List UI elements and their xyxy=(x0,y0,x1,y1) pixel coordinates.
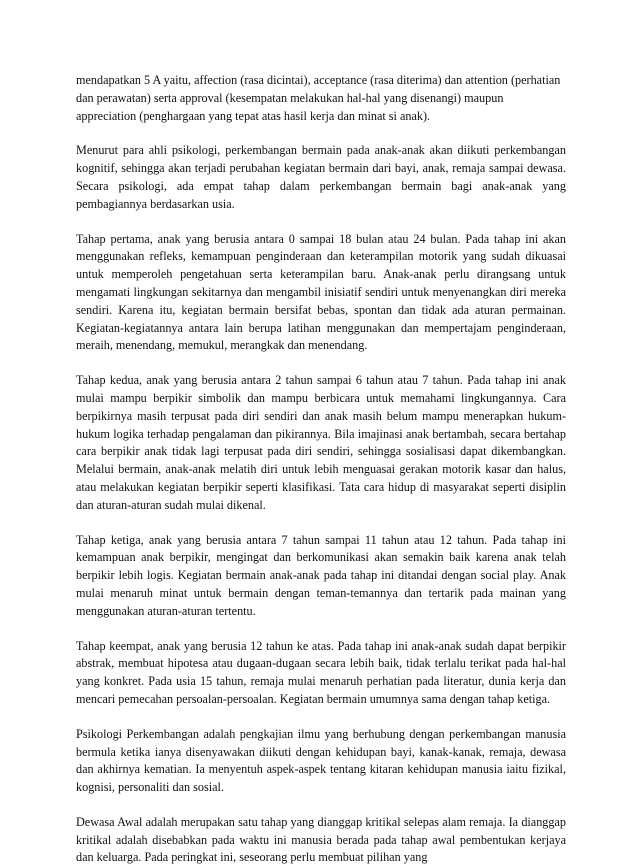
paragraph-ahli-psikologi: Menurut para ahli psikologi, perkembangan bermain pada anak-anak akan diikuti perkembangan kognitif, sehingga akan terjadi perubahan kegiatan bermain dari bayi, anak, remaja sampai dewasa. Secara psikologi, ada empat tahap dalam perkembangan bermain bagi anak-anak yang pembagiannya berdasarkan usia. xyxy=(76,143,566,211)
paragraph-psikologi-perkembangan: Psikologi Perkembangan adalah pengkajian ilmu yang berhubung dengan perkembangan manusia bermula ketika ianya disenyawakan diikuti dengan kehidupan bayi, kanak-kanak, remaja, dewasa dan akhirnya kematian. Ia menyentuh aspek-aspek tentang kitaran kehidupan manusia iaitu fizikal, kognisi, personaliti dan sosial. xyxy=(76,726,566,795)
paragraph-tahap-kedua: Tahap kedua, anak yang berusia antara 2 tahun sampai 6 tahun atau 7 tahun. Pada tahap ini anak mulai mampu berpikir simbolik dan mampu berbicara untuk memahami lingkungannya. Cara berpikirnya masih terpusat pada diri sendiri dan anak masih belum mampu menerapkan hukum-hukum logika terhadap pengalaman dan pikirannya. Bila imajinasi anak bertambah, secara bertahap cara berpikir anak tidak lagi terpusat pada diri sendiri, sehingga sosialisasi dapat dikembangkan. Melalui bermain, anak-anak melatih diri untuk lebih menguasai gerakan motorik kasar dan halus, atau melakukan kegiatan berpikir seperti klasifikasi. Tata cara hidup di masyarakat seperti disiplin dan aturan-aturan sudah mulai dikenal. xyxy=(76,373,566,512)
paragraph-tahap-ketiga: Tahap ketiga, anak yang berusia antara 7 tahun sampai 11 tahun atau 12 tahun. Pada tahap ini kemampuan anak berpikir, mengingat dan berkomunikasi akan semakin baik karena anak telah berpikir lebih logis. Kegiatan bermain anak-anak pada tahap ini ditandai dengan social play. Anak mulai menaruh minat untuk bermain dengan teman-temannya dan tertarik pada mainan yang menggunakan aturan-aturan tertentu. xyxy=(76,532,566,618)
paragraph-dewasa-awal: Dewasa Awal adalah merupakan satu tahap yang dianggap kritikal selepas alam remaja. Ia dianggap kritikal adalah disebabkan pada waktu ini manusia berada pada tahap awal pembentukan kerjaya dan keluarga. Pada peringkat ini, seseorang perlu membuat pilihan yang xyxy=(76,814,566,865)
paragraph-tahap-keempat: Tahap keempat, anak yang berusia 12 tahun ke atas. Pada tahap ini anak-anak sudah dapat berpikir abstrak, membuat hipotesa atau dugaan-dugaan secara lebih baik, tidak terlalu terikat pada hal-hal yang konkret. Pada usia 15 tahun, remaja mulai menaruh perhatian pada literatur, dunia kerja dan mencari pemecahan persoalan-persoalan. Kegiatan bermain umumnya sama dengan tahap ketiga. xyxy=(76,638,566,706)
paragraph-tahap-pertama: Tahap pertama, anak yang berusia antara 0 sampai 18 bulan atau 24 bulan. Pada tahap ini akan menggunakan refleks, kemampuan penginderaan dan keterampilan motorik yang sudah dikuasai untuk memperoleh pengetahuan serta keterampilan baru. Anak-anak perlu dirangsang untuk mengamati lingkungan sekitarnya dan mengambil inisiatif sendiri untuk menyenangkan diri mereka sendiri. Karena itu, kegiatan bermain bersifat bebas, spontan dan tidak ada aturan permainan. Kegiatan-kegiatannya antara lain berupa latihan menggunakan dan mempertajam penginderaan, meraih, menendang, memukul, merangkak dan menendang. xyxy=(76,231,566,353)
paragraph-intro: mendapatkan 5 A yaitu, affection (rasa dicintai), acceptance (rasa diterima) dan attention (perhatian dan perawatan) serta approval (kesempatan melakukan hal-hal yang disenangi) maupun appreciation (penghargaan yang tepat atas hasil kerja dan minat si anak). xyxy=(76,73,561,123)
